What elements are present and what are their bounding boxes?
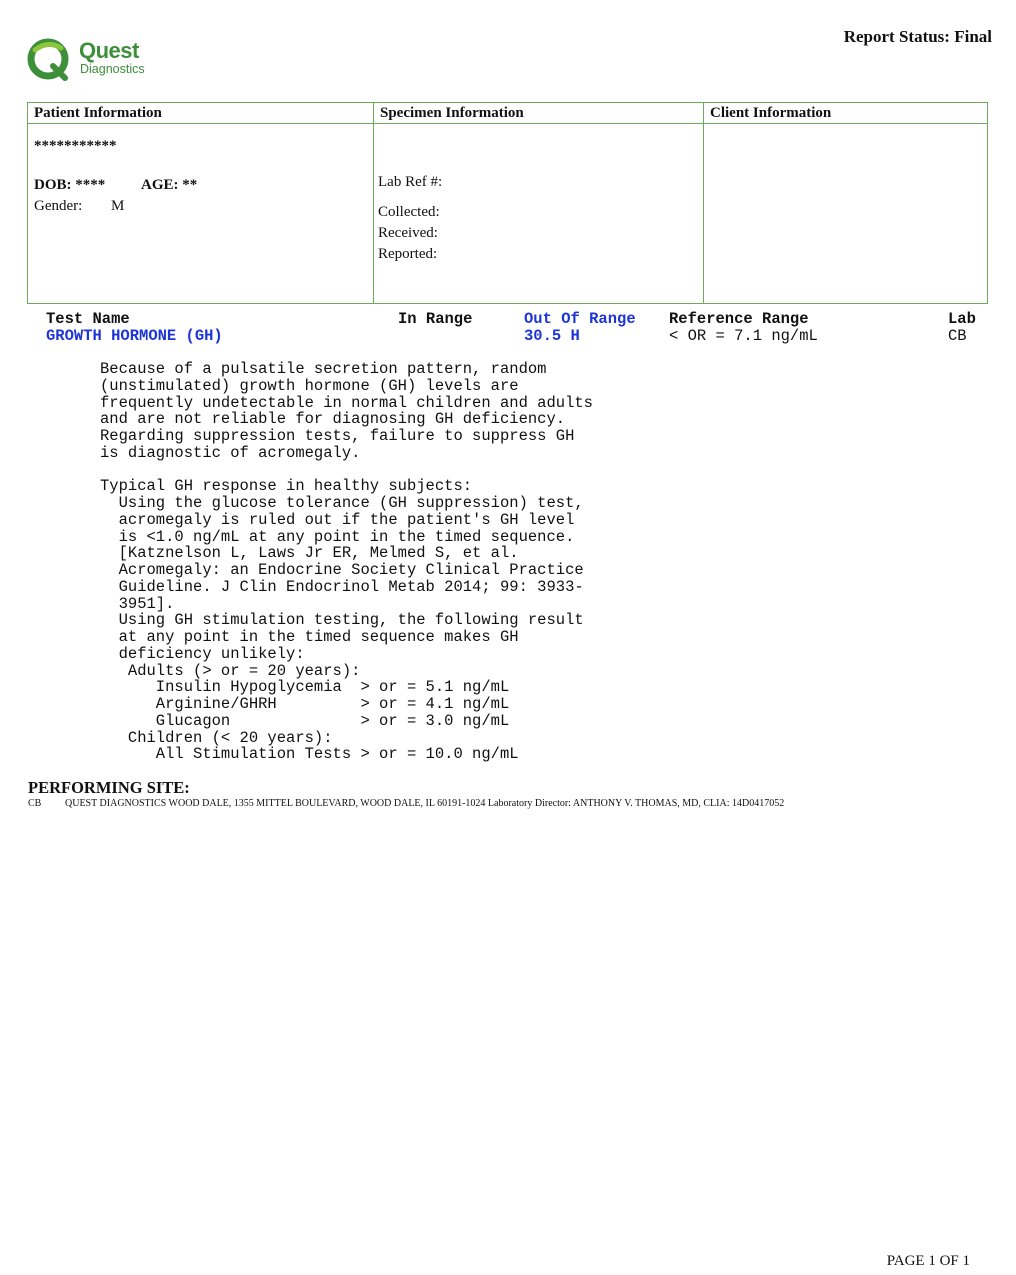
col-in-range: In Range (398, 310, 473, 328)
patient-age: AGE: ** (141, 177, 198, 193)
col-out-of-range: Out Of Range (524, 310, 636, 328)
quest-logo-icon (27, 36, 73, 82)
result-comment: Because of a pulsatile secretion pattern, random (unstimulated) growth hormone (GH) levels are frequently undetectable in normal children and adults and are not reliable for diagnosing GH deficiency. Regarding suppression tests, failure to suppress GH is diagnostic of acromegaly. Typical GH response in healthy subjects: Using the glucose tolerance (GH suppression) test, acromegaly is ruled out if the patient's GH level is <1.0 ng/mL at any point in the timed sequence. [Katznelson L, Laws Jr ER, Melmed S, et al. Acromegaly: an Endocrine Society Clinical Practice Guideline. J Clin Endocrinol Metab 2014; 99: 3933- 3951]. Using GH stimulation testing, the following result at any point in the timed sequence makes GH deficiency unlikely: Adults (> or = 20 years): Insulin Hypoglycemia > or = 5.1 ng/mL Arginine/GHRH > or = 4.1 ng/mL Glucagon > or = 3.0 ng/mL Children (< 20 years): All Stimulation Tests > or = 10.0 ng/mL (100, 360, 593, 764)
received-label: Received: (378, 225, 438, 241)
performing-site-code: CB (28, 798, 42, 809)
patient-info-header: Patient Information (28, 103, 373, 124)
performing-site-detail: QUEST DIAGNOSTICS WOOD DALE, 1355 MITTEL BOULEVARD, WOOD DALE, IL 60191-1024 Laboratory Director: ANTHONY V. THOMAS, MD, CLIA: 14D0417052 (65, 798, 785, 809)
logo-wordmark-diagnostics: Diagnostics (80, 62, 145, 76)
page-number: PAGE 1 OF 1 (886, 1253, 970, 1269)
result-test-name: GROWTH HORMONE (GH) (46, 327, 223, 345)
lab-ref-label: Lab Ref #: (378, 174, 443, 190)
gender-label: Gender: (34, 198, 83, 214)
logo-wordmark-quest: Quest (79, 38, 139, 63)
patient-dob: DOB: **** (34, 177, 106, 193)
collected-label: Collected: (378, 204, 440, 220)
patient-name: *********** (34, 138, 117, 154)
col-reference-range: Reference Range (669, 310, 809, 328)
col-lab: Lab (948, 310, 976, 328)
client-info-header: Client Information (704, 103, 987, 124)
result-out-of-range-value: 30.5 H (524, 327, 580, 345)
client-info-column (704, 103, 987, 303)
result-lab-code: CB (948, 327, 967, 345)
specimen-info-header: Specimen Information (374, 103, 703, 124)
quest-logo (27, 36, 177, 82)
col-test-name: Test Name (46, 310, 130, 328)
reported-label: Reported: (378, 246, 438, 262)
result-reference-range: < OR = 7.1 ng/mL (669, 327, 818, 345)
info-table (27, 102, 988, 304)
report-status: Report Status: Final (843, 27, 992, 46)
gender-value: M (111, 198, 125, 214)
performing-site-title: PERFORMING SITE: (28, 778, 190, 797)
